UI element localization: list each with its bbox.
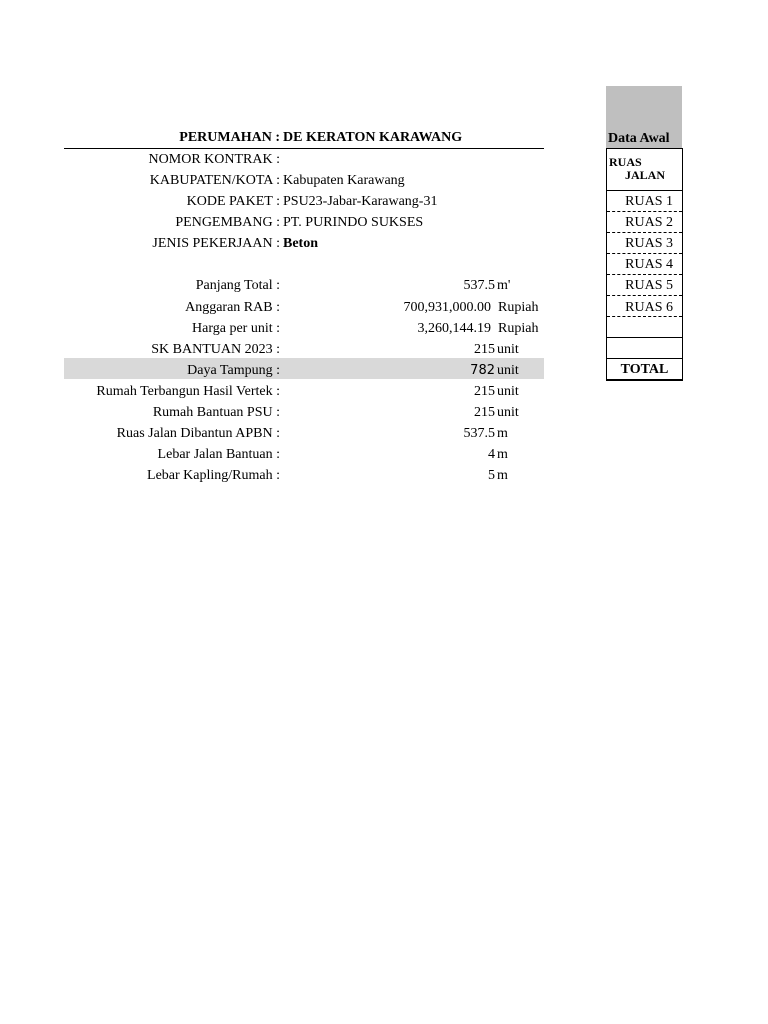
ruas-divider: [607, 274, 682, 275]
ruas-row-5: RUAS 5: [625, 278, 673, 293]
rumah-bantuan-psu-value: 215: [474, 405, 495, 420]
total-bottom-rule: [606, 379, 683, 381]
total-label: TOTAL: [620, 362, 669, 377]
perumahan-value: DE KERATON KARAWANG: [283, 130, 463, 145]
kabupaten-value: Kabupaten Karawang: [283, 173, 405, 188]
harga-per-unit-label: Harga per unit :: [192, 321, 280, 336]
ruas-jalan-apbn-value: 537.5: [463, 426, 495, 441]
kode-paket-label: KODE PAKET :: [186, 194, 280, 209]
pengembang-label: PENGEMBANG :: [175, 215, 280, 230]
daya-tampung-unit: unit: [497, 363, 519, 378]
panjang-total-value: 537.5: [463, 278, 495, 293]
ruas-row-4: RUAS 4: [625, 257, 673, 272]
ruas-divider: [607, 232, 682, 233]
panel-title: Data Awal: [608, 131, 670, 146]
sk-bantuan-label: SK BANTUAN 2023 :: [151, 342, 280, 357]
sk-bantuan-value: 215: [474, 342, 495, 357]
lebar-jalan-unit: m: [497, 447, 508, 462]
ruas-row-1: RUAS 1: [625, 194, 673, 209]
panjang-total-unit: m': [497, 278, 511, 293]
jenis-pekerjaan-value: Beton: [283, 236, 318, 251]
title-divider: [64, 148, 544, 149]
anggaran-rab-label: Anggaran RAB :: [185, 300, 280, 315]
kode-paket-value: PSU23-Jabar-Karawang-31: [283, 194, 438, 209]
perumahan-label: PERUMAHAN :: [179, 130, 280, 145]
daya-tampung-value: 782: [470, 363, 495, 378]
pengembang-value: PT. PURINDO SUKSES: [283, 215, 424, 230]
rumah-bantuan-psu-label: Rumah Bantuan PSU :: [152, 405, 280, 420]
panjang-total-label: Panjang Total :: [195, 278, 280, 293]
ruas-divider: [607, 295, 682, 296]
ruas-row-3: RUAS 3: [625, 236, 673, 251]
total-divider: [607, 358, 682, 359]
harga-per-unit-unit: Rupiah: [498, 321, 539, 336]
anggaran-rab-unit: Rupiah: [498, 300, 539, 315]
ruas-header-divider: [607, 190, 682, 191]
ruas-header-line1: RUAS: [609, 155, 642, 169]
harga-per-unit-value: 3,260,144.19: [417, 321, 491, 336]
lebar-kapling-label: Lebar Kapling/Rumah :: [147, 468, 280, 483]
ruas-divider: [607, 211, 682, 212]
ruas-jalan-apbn-unit: m: [497, 426, 508, 441]
ruas-row-2: RUAS 2: [625, 215, 673, 230]
kabupaten-label: KABUPATEN/KOTA :: [149, 173, 280, 188]
anggaran-rab-value: 700,931,000.00: [403, 300, 491, 315]
ruas-divider: [607, 253, 682, 254]
ruas-jalan-apbn-label: Ruas Jalan Dibantun APBN :: [116, 426, 280, 441]
daya-tampung-label: Daya Tampung :: [187, 363, 280, 378]
rumah-terbangun-unit: unit: [497, 384, 519, 399]
rumah-terbangun-label: Rumah Terbangun Hasil Vertek :: [96, 384, 280, 399]
lebar-jalan-label: Lebar Jalan Bantuan :: [157, 447, 280, 462]
sk-bantuan-unit: unit: [497, 342, 519, 357]
ruas-divider: [607, 316, 682, 317]
rumah-terbangun-value: 215: [474, 384, 495, 399]
rumah-bantuan-psu-unit: unit: [497, 405, 519, 420]
lebar-kapling-unit: m: [497, 468, 508, 483]
lebar-kapling-value: 5: [488, 468, 495, 483]
lebar-jalan-value: 4: [488, 447, 495, 462]
jenis-pekerjaan-label: JENIS PEKERJAAN :: [152, 236, 280, 251]
nomor-kontrak-label: NOMOR KONTRAK :: [148, 152, 280, 167]
ruas-header-line2: JALAN: [625, 168, 666, 182]
ruas-row-6: RUAS 6: [625, 300, 673, 315]
ruas-divider: [607, 337, 682, 338]
